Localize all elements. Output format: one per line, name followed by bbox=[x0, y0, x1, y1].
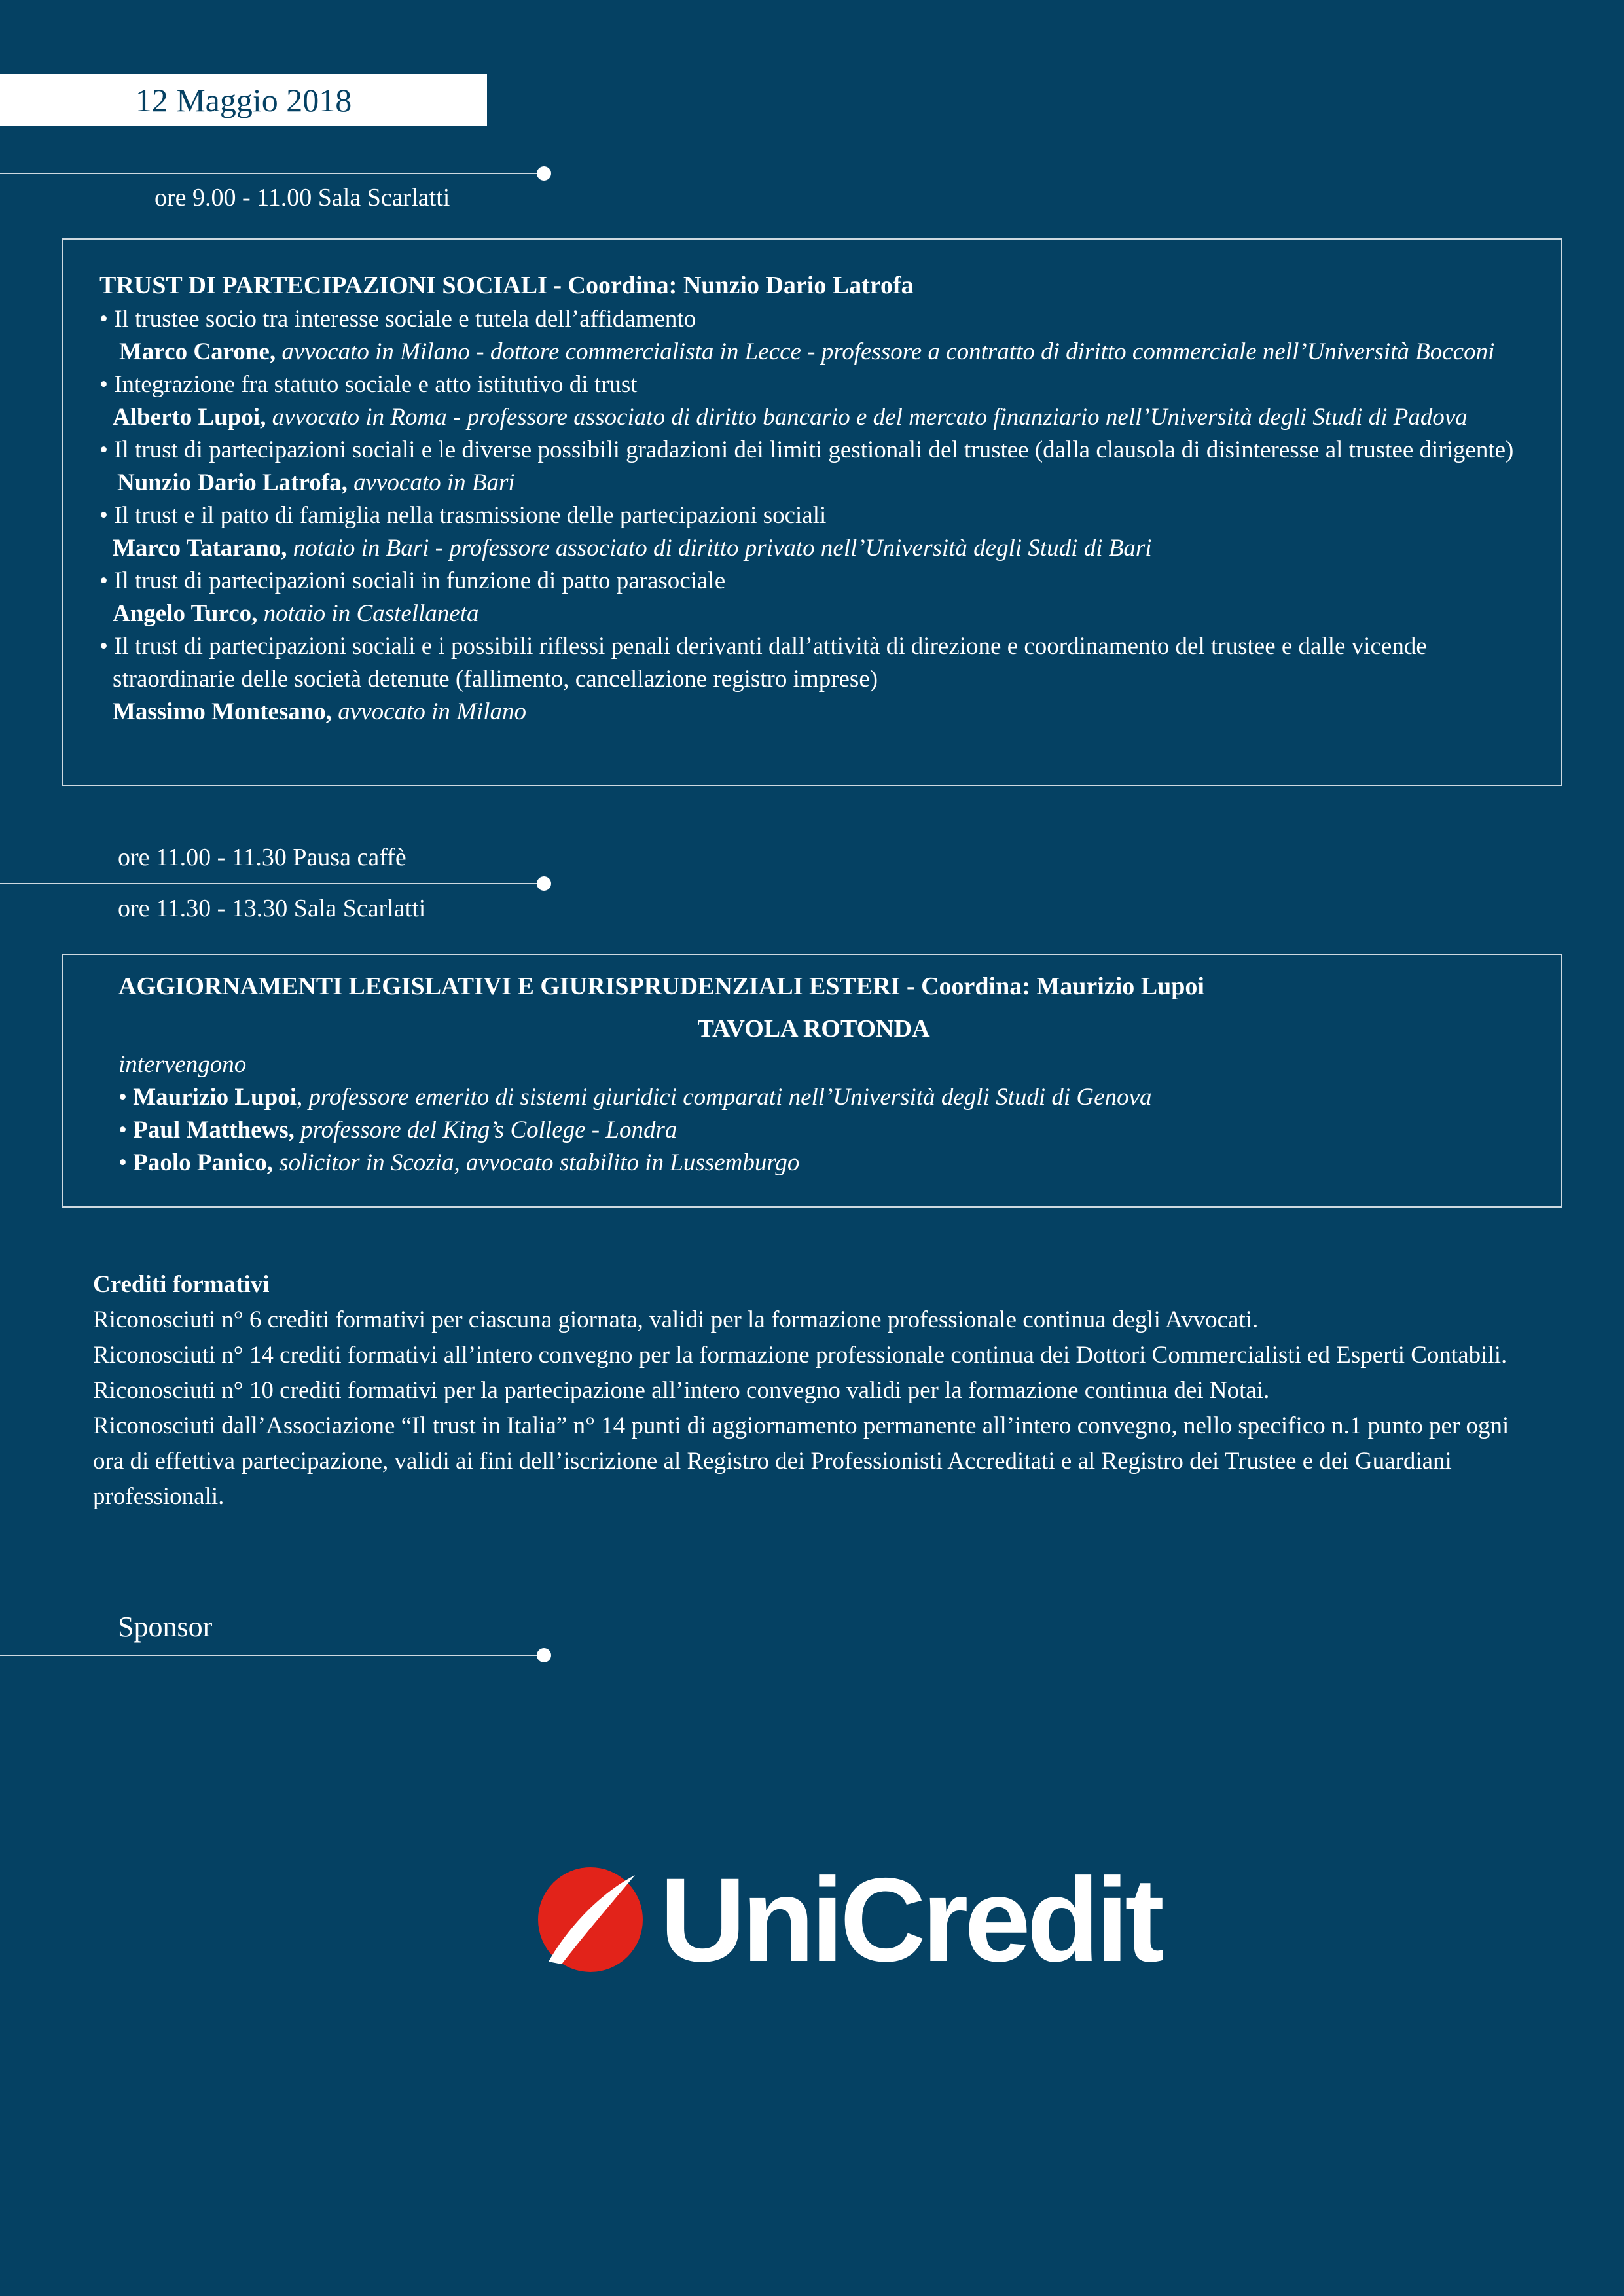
session2-box bbox=[62, 954, 1562, 1208]
session2-subtitle: TAVOLA ROTONDA bbox=[697, 1015, 930, 1043]
unicredit-logo bbox=[537, 1851, 1161, 1988]
speaker-line bbox=[113, 698, 526, 726]
separator: , bbox=[297, 1084, 309, 1111]
speaker-name: Marco Carone, bbox=[119, 338, 276, 365]
speaker-name: Alberto Lupoi, bbox=[113, 404, 266, 431]
logo-text: UniCredit bbox=[660, 1853, 1161, 1986]
topic-title: • Il trust di partecipazioni sociali e le diverse possibili gradazioni dei limiti gestionali del trustee (dalla clausola di disinteresse al trustee dirigente) bbox=[99, 437, 1514, 463]
session1-time: ore 9.00 - 11.00 Sala Scarlatti bbox=[154, 184, 450, 211]
timeline-dot bbox=[537, 1648, 551, 1662]
timeline-rule bbox=[0, 1655, 543, 1656]
timeline-dot bbox=[537, 166, 551, 181]
break-time: ore 11.00 - 11.30 Pausa caffè bbox=[118, 844, 406, 871]
speaker-line bbox=[113, 534, 1152, 562]
speaker-role: solicitor in Scozia, avvocato stabilito in Lussemburgo bbox=[279, 1149, 800, 1176]
speaker-line bbox=[113, 403, 1468, 431]
speaker-role: avvocato in Milano - dottore commercialista in Lecce - professore a contratto di diritto commerciale nell’Università Bocconi bbox=[276, 338, 1495, 365]
event-date: 12 Maggio 2018 bbox=[135, 82, 352, 118]
credits-heading: Crediti formativi bbox=[93, 1271, 270, 1298]
timeline-rule bbox=[0, 173, 543, 174]
speaker-name: Marco Tatarano, bbox=[113, 535, 287, 562]
speaker-name: Maurizio Lupoi bbox=[133, 1084, 297, 1111]
sponsor-label: Sponsor bbox=[118, 1611, 213, 1643]
speaker-line bbox=[118, 1149, 799, 1177]
date-banner bbox=[0, 74, 487, 126]
speaker-name: Massimo Montesano, bbox=[113, 698, 333, 725]
speaker-line bbox=[113, 600, 479, 628]
session1-box bbox=[62, 238, 1562, 786]
speaker-role: avvocato in Bari bbox=[347, 469, 515, 496]
bullet: • bbox=[118, 1084, 134, 1111]
speaker-role: professore emerito di sistemi giuridici comparati nell’Università degli Studi di Genova bbox=[308, 1084, 1152, 1111]
topic-title: • Il trustee socio tra interesse sociale e tutela dell’affidamento bbox=[99, 306, 696, 332]
speaker-name: Paolo Panico, bbox=[133, 1149, 273, 1176]
separator bbox=[295, 1117, 300, 1143]
separator bbox=[273, 1149, 279, 1176]
credits-section bbox=[93, 1267, 1540, 1515]
speaker-role: avvocato in Roma - professore associato di diritto bancario e del mercato finanziario nell’Università degli Studi di Padova bbox=[266, 404, 1468, 431]
speaker-role: avvocato in Milano bbox=[332, 698, 527, 725]
session2-title: AGGIORNAMENTI LEGISLATIVI E GIURISPRUDENZIALI ESTERI - Coordina: Maurizio Lupoi bbox=[118, 973, 1204, 1000]
credits-paragraph: Riconosciuti dall’Associazione “Il trust in Italia” n° 14 punti di aggiornamento permanente all’intero convegno, nello specifico n.1 punto per ogni ora di effettiva partecipazione, validi ai fini dell’iscrizione al Registro dei Professionisti Accreditati e al Registro dei Trustee e dei Guardiani professionali. bbox=[93, 1412, 1509, 1510]
topic-title: • Il trust e il patto di famiglia nella trasmissione delle partecipazioni sociali bbox=[99, 502, 827, 529]
bullet: • bbox=[118, 1117, 134, 1143]
speaker-name: Nunzio Dario Latrofa, bbox=[117, 469, 348, 496]
credits-paragraph: Riconosciuti n° 14 crediti formativi all’intero convegno per la formazione professionale continua dei Dottori Commercialisti ed Esperti Contabili. Riconosciuti n° 10 crediti formativi per la partecipazione all’intero convegno validi per la formazione continua dei Notai. bbox=[93, 1342, 1507, 1404]
topic-title: • Il trust di partecipazioni sociali e i possibili riflessi penali derivanti dall’attività di direzione e coordinamento del trustee e dalle vicende bbox=[99, 633, 1427, 660]
speaker-line bbox=[118, 1083, 1152, 1111]
session1-title: TRUST DI PARTECIPAZIONI SOCIALI - Coordina: Nunzio Dario Latrofa bbox=[99, 272, 914, 299]
speaker-line bbox=[118, 1116, 677, 1144]
speaker-role: professore del King’s College - Londra bbox=[300, 1117, 677, 1143]
bullet: • bbox=[118, 1149, 134, 1176]
speaker-line bbox=[117, 469, 515, 497]
credits-paragraph: Riconosciuti n° 6 crediti formativi per ciascuna giornata, validi per la formazione professionale continua degli Avvocati. bbox=[93, 1306, 1259, 1333]
timeline-rule bbox=[0, 883, 543, 884]
unicredit-logo-icon bbox=[537, 1866, 644, 1973]
session2-time: ore 11.30 - 13.30 Sala Scarlatti bbox=[118, 895, 426, 922]
session2-intro: intervengono bbox=[118, 1051, 247, 1078]
speaker-role: notaio in Castellaneta bbox=[257, 600, 479, 627]
timeline-dot bbox=[537, 876, 551, 891]
speaker-name: Angelo Turco, bbox=[113, 600, 258, 627]
speaker-line bbox=[119, 338, 1494, 366]
topic-title-cont: straordinarie delle società detenute (fallimento, cancellazione registro imprese) bbox=[113, 666, 878, 692]
speaker-role: notaio in Bari - professore associato di diritto privato nell’Università degli Studi di Bari bbox=[287, 535, 1152, 562]
speaker-name: Paul Matthews, bbox=[133, 1117, 295, 1143]
topic-title: • Integrazione fra statuto sociale e atto istitutivo di trust bbox=[99, 371, 638, 398]
topic-title: • Il trust di partecipazioni sociali in funzione di patto parasociale bbox=[99, 567, 726, 594]
